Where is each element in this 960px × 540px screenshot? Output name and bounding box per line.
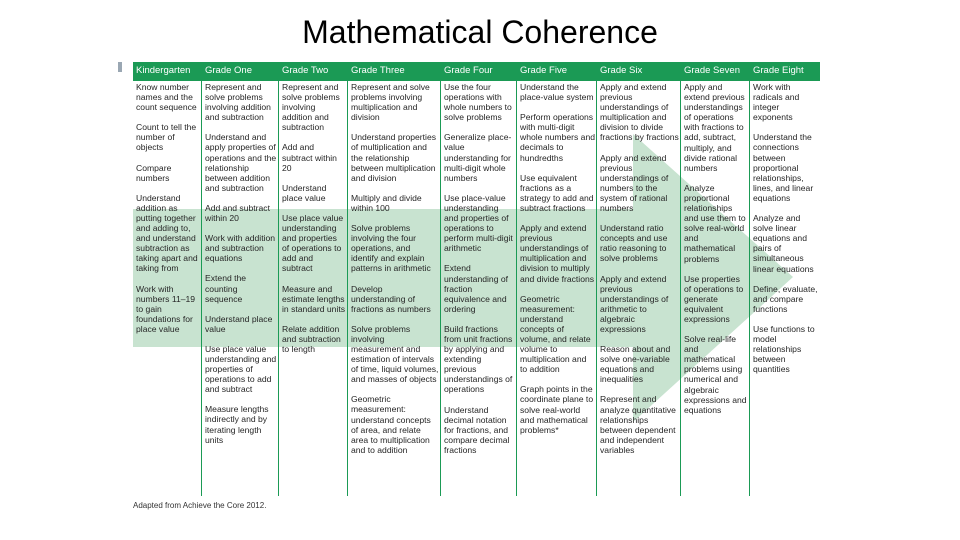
standard-item: Geometric measurement: understand concepts of volume, and relate volume to multiplication and to addition xyxy=(520,293,591,375)
standard-item: Relate addition and subtraction to length xyxy=(282,323,341,354)
column-header: Grade Two xyxy=(282,65,329,76)
standard-item: Understand decimal notation for fractions, and compare decimal fractions xyxy=(444,404,510,455)
standard-item: Extend the counting sequence xyxy=(205,273,247,304)
standard-item: Use place value understanding and properties of operations to add and subtract xyxy=(282,212,344,274)
standard-item: Use functions to model relationships between quantities xyxy=(753,323,815,375)
standard-item: Use equivalent fractions as a strategy to add and subtract fractions xyxy=(520,172,594,213)
slide-title: Mathematical Coherence xyxy=(302,14,658,50)
standard-item: Geometric measurement: understand concepts of area, and relate area to multiplication and to addition xyxy=(351,394,431,455)
standard-item: Use place-value understanding and properties of operations to perform multi-digit arithmetic xyxy=(444,192,513,254)
standard-item: Understand the place-value system xyxy=(520,82,594,103)
standard-item: Use properties of operations to generate equivalent expressions xyxy=(684,273,744,324)
grade-column xyxy=(517,81,597,495)
standard-item: Solve real-life and mathematical problems using numerical and algebraic expressions and equations xyxy=(684,334,747,415)
coherence-table xyxy=(133,62,820,496)
standard-item: Represent and solve problems involving addition and subtraction xyxy=(282,82,340,133)
standard-item: Apply and extend previous understandings of numbers to the system of rational numbers xyxy=(600,152,669,214)
column-divider xyxy=(749,62,750,496)
standard-item: Represent and solve problems involving multiplication and division xyxy=(351,82,430,123)
column-divider xyxy=(596,62,597,496)
column-divider xyxy=(440,62,441,496)
column-header: Grade Five xyxy=(520,65,567,76)
standard-item: Understand the connections between proportional relationships, lines, and linear equations xyxy=(753,132,814,203)
standard-item: Multiply and divide within 100 xyxy=(351,192,422,213)
standard-item: Solve problems involving the four operations, and identify and explain patterns in arithmetic xyxy=(351,223,431,274)
standard-item: Apply and extend previous understandings of arithmetic to algebraic expressions xyxy=(600,273,669,334)
standard-item: Measure lengths indirectly and by iterating length units xyxy=(205,404,269,445)
grade-column xyxy=(750,81,820,495)
column-divider xyxy=(516,62,517,496)
standard-item: Count to tell the number of objects xyxy=(136,122,197,153)
standard-item: Use place value understanding and properties of operations to add and subtract xyxy=(205,343,277,395)
source-note: Adapted from Achieve the Core 2012. xyxy=(133,501,267,510)
standard-item: Represent and analyze quantitative relationships between dependent and independent variables xyxy=(600,394,676,455)
grade-column xyxy=(202,81,279,495)
standard-item: Work with addition and subtraction equations xyxy=(205,233,276,264)
column-header: Grade Four xyxy=(444,65,493,76)
standard-item: Work with radicals and integer exponents xyxy=(753,82,800,123)
standard-item: Extend understanding of fraction equivalence and ordering xyxy=(444,263,509,314)
standard-item: Use the four operations with whole numbers to solve problems xyxy=(444,82,512,123)
standard-item: Understand addition as putting together and adding to, and understand subtraction as taking apart and taking from xyxy=(136,192,198,274)
column-divider xyxy=(680,62,681,496)
standard-item: Understand ratio concepts and use ratio reasoning to solve problems xyxy=(600,223,668,264)
column-divider xyxy=(278,62,279,496)
column-header: Kindergarten xyxy=(136,65,191,76)
standard-item: Perform operations with multi-digit whole numbers and decimals to hundredths xyxy=(520,112,596,163)
column-header: Grade Three xyxy=(351,65,405,76)
standard-item: Know number names and the count sequence xyxy=(136,82,197,113)
column-divider xyxy=(201,62,202,496)
standard-item: Apply and extend previous understandings of multiplication and division to divide fractions by fractions xyxy=(600,82,679,143)
standard-item: Understand place value xyxy=(282,182,327,203)
column-header: Grade One xyxy=(205,65,252,76)
standard-item: Solve problems involving measurement and estimation of intervals of time, liquid volumes, and masses of objects xyxy=(351,323,439,385)
standard-item: Measure and estimate lengths in standard units xyxy=(282,283,346,314)
column-header: Grade Seven xyxy=(684,65,740,76)
standard-item: Apply and extend previous understandings of multiplication and division to multiply and divide fractions xyxy=(520,223,595,284)
standard-item: Work with numbers 11–19 to gain foundations for place value xyxy=(136,283,196,334)
standard-item: Add and subtract within 20 xyxy=(205,202,270,224)
grade-column xyxy=(348,81,441,495)
grade-column xyxy=(681,81,750,495)
standard-item: Represent and solve problems involving addition and subtraction xyxy=(205,82,271,123)
standard-item: Develop understanding of fractions as numbers xyxy=(351,283,431,314)
standard-item: Apply and extend previous understandings of operations with fractions to add, subtract, multiply, and divide rational numbers xyxy=(684,82,745,173)
standard-item: Reason about and solve one-variable equations and inequalities xyxy=(600,344,671,385)
bullet-marker xyxy=(118,62,122,72)
grade-column xyxy=(133,81,202,495)
standard-item: Generalize place-value understanding for multi-digit whole numbers xyxy=(444,132,512,183)
standard-item: Analyze and solve linear equations and pairs of simultaneous linear equations xyxy=(753,213,814,274)
column-header: Grade Six xyxy=(600,65,643,76)
standard-item: Graph points in the coordinate plane to solve real-world and mathematical problems* xyxy=(520,384,594,435)
standard-item: Understand and apply properties of operations and the relationship between addition and subtraction xyxy=(205,132,277,193)
column-header: Grade Eight xyxy=(753,65,804,76)
standard-item: Add and subtract within 20 xyxy=(282,142,337,173)
standard-item: Compare numbers xyxy=(136,162,172,183)
standard-item: Build fractions from unit fractions by applying and extending previous understandings of operations xyxy=(444,323,513,395)
column-divider xyxy=(347,62,348,496)
standard-item: Define, evaluate, and compare functions xyxy=(753,283,818,314)
standard-item: Understand properties of multiplication and the relationship between multiplication and division xyxy=(351,132,437,183)
standard-item: Understand place value xyxy=(205,313,273,334)
grade-column xyxy=(441,81,517,495)
grade-column xyxy=(597,81,681,495)
standard-item: Analyze proportional relationships and use them to solve real-world and mathematical problems xyxy=(684,182,746,264)
grade-column xyxy=(279,81,348,495)
